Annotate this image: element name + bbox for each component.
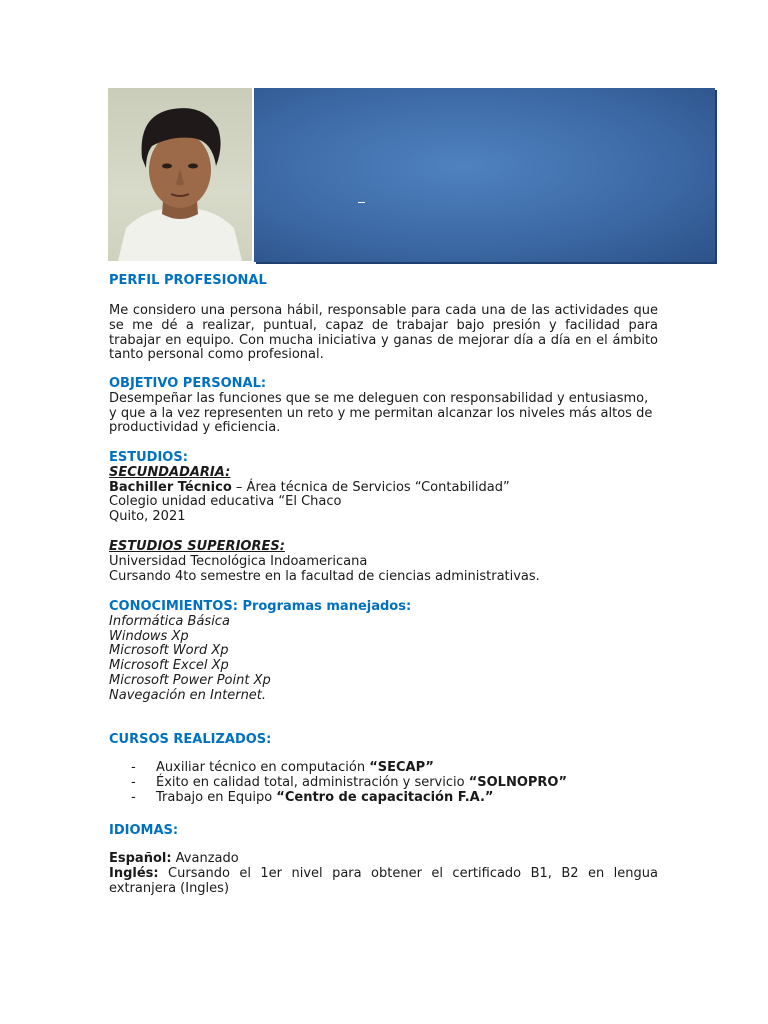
ingles-line [109,867,658,897]
espanol-line [109,852,658,867]
estudios-section [109,451,658,525]
ciudad-line [109,510,658,525]
curso-text: Trabajo en Equipo [156,789,277,805]
objetivo-section [109,377,658,436]
curso-item [109,761,658,776]
titulo-line [109,481,658,496]
curso-institucion: “SECAP” [369,760,434,775]
header-banner [254,88,715,262]
ciudad-a: Quito [109,509,145,525]
idiomas-section [109,824,658,839]
ingles-value: Cursando el 1er nivel para obtener el certificado B1, B2 en lengua extranjera (Ingles) [109,865,658,896]
cursos-heading: CURSOS REALIZADOS: [109,732,272,747]
profile-photo [108,88,252,261]
cursando-line: Cursando 4to semestre en la facultad de ciencias administrativas. [109,568,540,584]
curso-text: Auxiliar técnico en computación [156,760,370,775]
banner-mark [358,202,365,203]
curso-institucion: “Centro de capacitación F.A.” [276,789,494,805]
conocimiento-item: Navegación en Internet. [109,687,267,703]
perfil-heading: PERFIL PROFESIONAL [109,273,267,288]
idiomas-heading: IDIOMAS: [109,823,179,838]
universidad-line: Universidad Tecnológica Indoamericana [109,553,368,569]
curso-text: Éxito en calidad total, administración y servicio [156,774,469,790]
perfil-text: Me considero una persona hábil, responsable para cada una de las actividades que se me dé a realizar, puntual, capaz de trabajar bajo presión y facilidad para trabajar en equipo. Con mucha iniciativa y ganas de mejorar día a día en el ámbito tanto personal como profesional. [109,303,658,363]
cursos-list [109,761,658,805]
conocimiento-item: Microsoft Power Point Xp [109,672,271,688]
estudios-heading: ESTUDIOS: [109,450,188,465]
secundaria-label: SECUNDADARIA: [109,464,231,480]
conocimientos-section [109,600,658,704]
conocimiento-item: Microsoft Excel Xp [109,658,229,674]
objetivo-line: y que a la vez representen un reto y me permitan alcanzar los niveles más altos de [109,405,653,421]
ciudad-b: , 2021 [144,509,186,525]
conocimientos-heading: CONOCIMIENTOS: Programas manejados: [109,599,412,614]
objetivo-line: Desempeñar las funciones que se me deleguen con responsabilidad y entusiasmo, [109,390,649,406]
perfil-section [109,274,658,289]
superiores-label: ESTUDIOS SUPERIORES: [109,539,285,554]
curso-item [109,791,658,806]
curso-institucion: “SOLNOPRO” [468,774,568,790]
cursos-section [109,733,658,748]
titulo-rest: – Área técnica de Servicios “Contabilidad” [231,479,510,495]
conocimiento-item: Informática Básica [109,613,230,629]
colegio-line: Colegio unidad educativa “El Chaco [109,494,342,510]
superiores-section [109,540,658,584]
espanol-label: Español: [109,851,172,866]
titulo-bold: Bachiller Técnico [109,479,232,495]
objetivo-heading: OBJETIVO PERSONAL: [109,376,267,391]
objetivo-line: productividad y eficiencia. [109,420,281,436]
ingles-label: Inglés: [109,865,159,881]
curso-item [109,776,658,791]
espanol-value: Avanzado [171,851,239,866]
conocimiento-item: Windows Xp [109,628,189,644]
conocimiento-item: Microsoft Word Xp [109,643,229,659]
